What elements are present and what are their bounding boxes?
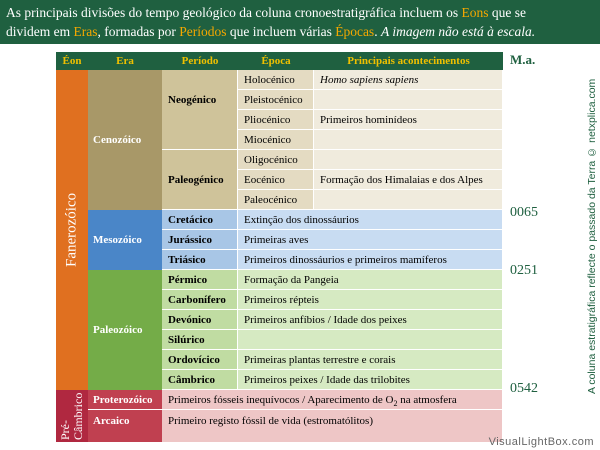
eon-phanerozoic: [56, 70, 88, 390]
epoch-holocene: Holocénico: [238, 70, 314, 90]
epoch-paleocene: Paleocénico: [238, 190, 314, 210]
period-paleogene: Paleogénico: [162, 150, 238, 210]
event-proterozoic-text-b: na atmosfera: [397, 394, 457, 406]
header-epocas-highlight: Épocas: [335, 24, 375, 39]
period-cambrian: Câmbrico: [162, 370, 238, 390]
ma-label-0251: 0251: [510, 263, 538, 278]
epoch-miocene: Miocénico: [238, 130, 314, 150]
event-triassic: Primeiros dinossáurios e primeiros mamíferos: [238, 250, 503, 270]
event-jurassic: Primeiras aves: [238, 230, 503, 250]
event-pliocene: Primeiros hominídeos: [314, 110, 503, 130]
event-proterozoic-text-a: Primeiros fósseis inequívocos / Aparecimento de O: [168, 394, 394, 406]
era-archean: Arcaico: [88, 410, 162, 442]
event-archean: Primeiro registo fóssil de vida (estromatólitos): [162, 410, 503, 442]
header-text: , formadas por: [97, 24, 180, 39]
col-header-events: Principais acontecimentos: [314, 52, 503, 70]
period-permian: Pérmico: [162, 270, 238, 290]
event-permian: Formação da Pangeia: [238, 270, 503, 290]
eon-precambrian-label-2: Câmbrico: [71, 392, 85, 440]
eon-precambrian: [56, 390, 88, 442]
header-line-2: [6, 24, 535, 40]
header-banner: [0, 0, 600, 44]
event-carboniferous: Primeiros répteis: [238, 290, 503, 310]
header-note: A imagem não está à escala.: [380, 24, 536, 39]
event-cambrian: Primeiros peixes / Idade das trilobites: [238, 370, 503, 390]
event-paleocene-empty: [314, 190, 503, 210]
event-eocene: Formação dos Himalaias e dos Alpes: [314, 170, 503, 190]
era-mesozoic: Mesozóico: [88, 210, 162, 270]
period-cretaceous: Cretácico: [162, 210, 238, 230]
header-text: .: [374, 24, 381, 39]
header-text: que se: [488, 5, 526, 20]
period-ordovician: Ordovícico: [162, 350, 238, 370]
watermark: VisualLightBox.com: [488, 436, 594, 448]
eon-precambrian-label-1: Pré-: [58, 419, 72, 440]
epoch-eocene: Eocénico: [238, 170, 314, 190]
header-text: dividem em: [6, 24, 74, 39]
header-text: que incluem várias: [226, 24, 336, 39]
era-cenozoic: Cenozóico: [88, 70, 162, 210]
event-oligocene-empty: [314, 150, 503, 170]
event-pleistocene-empty: [314, 90, 503, 110]
header-eras-highlight: Eras: [73, 24, 98, 39]
col-header-era: Era: [88, 52, 162, 70]
header-line-1: [6, 5, 526, 21]
epoch-oligocene: Oligocénico: [238, 150, 314, 170]
period-triassic: Triásico: [162, 250, 238, 270]
col-header-period: Período: [162, 52, 238, 70]
col-header-eon: Éon: [56, 52, 88, 70]
event-silurian-empty: [238, 330, 503, 350]
period-carboniferous: Carbonífero: [162, 290, 238, 310]
eon-phanerozoic-label: Fanerozóico: [63, 192, 80, 268]
period-jurassic: Jurássico: [162, 230, 238, 250]
col-header-epoch: Época: [238, 52, 314, 70]
event-miocene-empty: [314, 130, 503, 150]
ma-label-0065: 0065: [510, 205, 538, 220]
ma-label-0542: 0542: [510, 381, 538, 396]
header-eons-highlight: Eons: [461, 5, 489, 20]
header-periodos-highlight: Períodos: [179, 24, 227, 39]
eon-precambrian-label: [59, 392, 85, 439]
era-proterozoic: Proterozóico: [88, 390, 162, 410]
event-cretaceous: Extinção dos dinossáurios: [238, 210, 503, 230]
event-proterozoic-subscript: 2: [393, 399, 398, 409]
period-silurian: Silúrico: [162, 330, 238, 350]
event-proterozoic: [162, 390, 503, 410]
header-text: As principais divisões do tempo geológico da coluna cronoestratigráfica incluem os: [6, 5, 462, 20]
epoch-pleistocene: Pleistocénico: [238, 90, 314, 110]
period-neogene: Neogénico: [162, 70, 238, 150]
epoch-pliocene: Pliocénico: [238, 110, 314, 130]
event-devonian: Primeiros anfíbios / Idade dos peixes: [238, 310, 503, 330]
col-header-ma: M.a.: [510, 52, 536, 67]
event-holocene: Homo sapiens sapiens: [314, 70, 503, 90]
period-devonian: Devónico: [162, 310, 238, 330]
side-credit-text: A coluna estratigráfica reflecte o passado da Terra © netxplica.com: [586, 78, 598, 394]
era-paleozoic: Paleozóico: [88, 270, 162, 390]
event-ordovician: Primeiras plantas terrestre e corais: [238, 350, 503, 370]
